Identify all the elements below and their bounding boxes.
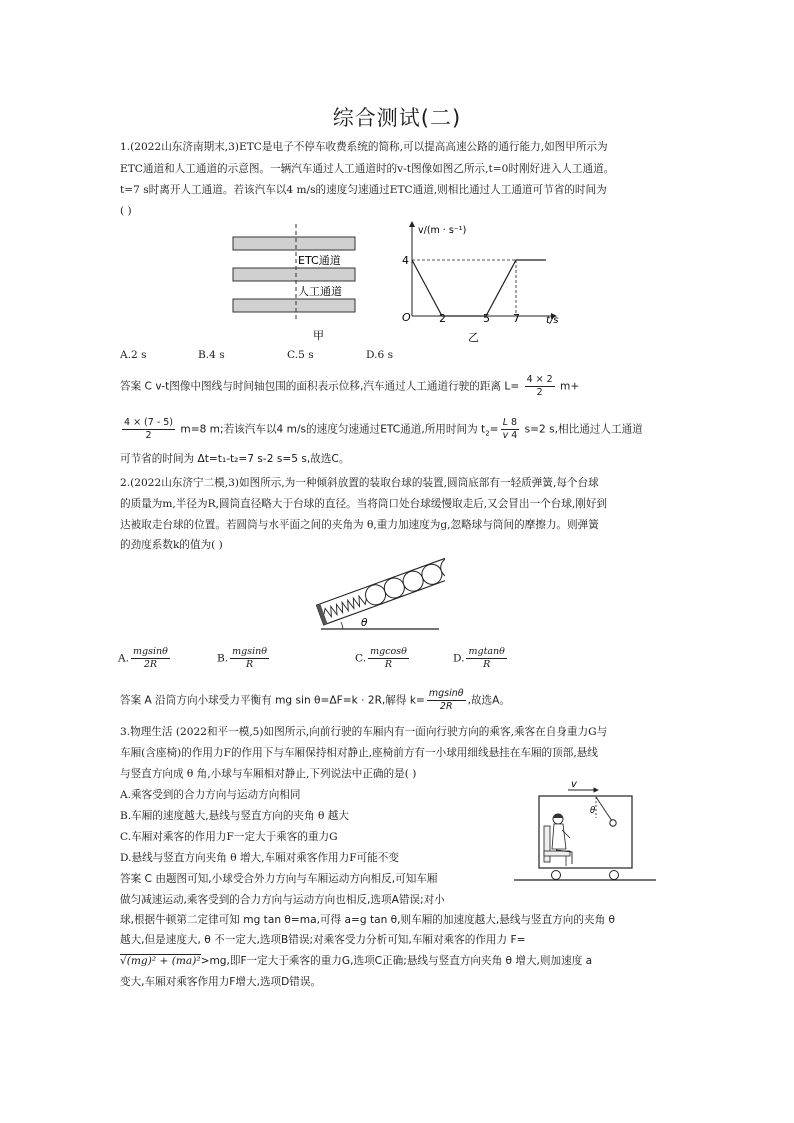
q1-answer-line-1 xyxy=(120,374,680,399)
q1-option-c: C.5 s xyxy=(287,349,314,361)
q2-line-2: 的质量为m,半径为R,圆筒直径略大于台球的直径。当将筒口处台球缓慢取走后,又会冒出一个台球,刚好到 xyxy=(120,498,608,510)
q1-fraction-2-num: 4 × (7 - 5) xyxy=(124,417,174,428)
q1-answer-text-c: m=8 m;若该汽车以4 m/s的速度匀速通过ETC通道,所用时间为 t xyxy=(177,423,486,436)
q1-fraction-3-den xyxy=(501,430,520,442)
q1-sub-2: 2 xyxy=(485,429,490,438)
q2-option-b-label: B. xyxy=(217,652,229,665)
q1-line-4: ( ) xyxy=(120,205,132,217)
q1-answer-line-2 xyxy=(120,417,680,444)
q1-line-3: t=7 s时离开人工通道。若该汽车以4 m/s的速度匀速通过ETC通道,则相比通过人工通道可节省的时间为 xyxy=(120,184,607,196)
q2-option-b-num: mgsinθ xyxy=(232,646,267,657)
q1-answer-text-d: s=2 s,相比通过人工通道 xyxy=(521,423,643,436)
q2-line-1: 2.(2022山东济宁二模,3)如图所示,为一种倾斜放置的装取台球的装置,圆筒底部有一轻质弹簧,每个台球 xyxy=(120,477,599,489)
x-tick-2: 2 xyxy=(439,312,446,325)
q3-option-b: B.车厢的速度越大,悬线与竖直方向的夹角 θ 越大 xyxy=(120,810,349,822)
q2-answer-text-b: ,故选A。 xyxy=(467,694,510,707)
q3-answer-line-1: 答案 C 由题图可知,小球受合外力方向与车厢运动方向相反,可知车厢 xyxy=(120,873,438,885)
q1-fraction-3-num-8: 8 xyxy=(511,417,518,428)
q1-fraction-3-den-v: v xyxy=(502,430,509,441)
q3-velocity-label: v xyxy=(571,779,577,790)
q3-line-1: 3.物理生活 (2022和平一模,5)如图所示,向前行驶的车厢内有一面向行驶方向的乘客,乘客在自身重力G与 xyxy=(120,726,608,738)
q2-option-c-label: C. xyxy=(355,652,367,665)
q2-option-d-label: D. xyxy=(453,652,465,665)
q1-fraction-3-den-4: 4 xyxy=(511,430,518,441)
figure-yi-vt-graph xyxy=(398,218,568,346)
q2-option-a-num: mgsinθ xyxy=(133,646,168,657)
q3-answer-line-5 xyxy=(120,951,680,972)
vt-curve xyxy=(412,260,546,316)
figure-ball-tube xyxy=(315,555,445,635)
y-tick-4: 4 xyxy=(402,254,409,267)
q2-option-c-num: mgcosθ xyxy=(370,646,407,657)
q2-answer-num: mgsinθ xyxy=(428,688,464,699)
q3-answer-line-2: 做匀减速运动,乘客受到的合力方向与运动方向也相反,选项A错误;对小 xyxy=(120,894,445,906)
q2-option-b-den: R xyxy=(246,659,254,670)
figure-yi-caption: 乙 xyxy=(468,331,479,344)
q3-angle-theta: θ xyxy=(590,806,596,816)
q1-fraction-3-num xyxy=(501,417,520,430)
q2-answer-text-a: 答案 A 沿筒方向小球受力平衡有 mg sin θ=ΔF=k · 2R,解得 k= xyxy=(120,694,425,707)
q3-option-c: C.车厢对乘客的作用力F一定大于乘客的重力G xyxy=(120,831,338,843)
q3-answer-line-3: 球,根据牛顿第二定律可知 mg tan θ=ma,可得 a=g tan θ,则车厢的加速度越大,悬线与竖直方向的夹角 θ xyxy=(120,914,616,926)
q2-option-d-den: R xyxy=(483,659,491,670)
q3-line-2: 车厢(含座椅)的作用力F的作用下与车厢保持相对静止,座椅前方有一小球用细线悬挂在车厢的顶部,悬线 xyxy=(120,747,598,759)
q2-angle-theta: θ xyxy=(361,617,368,629)
q2-option-d-num: mgtanθ xyxy=(468,646,505,657)
q2-answer-den: 2R xyxy=(439,701,453,712)
etc-lane-label: ETC通道 xyxy=(298,254,341,267)
q3-answer-line-5-text: >mg,即F一定大于乘客的重力G,选项C正确;悬线与竖直方向夹角 θ 增大,则加速度 a xyxy=(200,955,593,967)
q2-answer xyxy=(120,688,680,713)
q1-answer-line-3: 可节省的时间为 Δt=t₁-t₂=7 s-2 s=5 s,故选C。 xyxy=(120,453,350,465)
q2-line-4: 的劲度系数k的值为( ) xyxy=(120,539,223,551)
q2-line-3: 达被取走台球的位置。若圆筒与水平面之间的夹角为 θ,重力加速度为g,忽略球与筒间的摩擦力。则弹簧 xyxy=(120,519,599,531)
x-axis-label: t/s xyxy=(546,315,559,326)
q3-option-a: A.乘客受到的合力方向与运动方向相同 xyxy=(120,789,301,801)
q3-option-d: D.悬线与竖直方向夹角 θ 增大,车厢对乘客作用力F可能不变 xyxy=(120,852,399,864)
manual-lane-label: 人工通道 xyxy=(298,285,342,298)
x-tick-7: 7 xyxy=(513,312,520,325)
q1-answer-text-a: 答案 C v-t图像中图线与时间轴包围的面积表示位移,汽车通过人工通道行驶的距离 L= xyxy=(120,380,520,393)
q2-option-a-label: A. xyxy=(118,652,130,665)
y-axis-label: v/(m · s⁻¹) xyxy=(418,225,467,236)
q1-option-b: B.4 s xyxy=(198,349,225,361)
q1-answer-eq: = xyxy=(489,423,499,436)
q3-answer-line-6: 变大,车厢对乘客作用力F增大,选项D错误。 xyxy=(120,976,322,988)
page-title: 综合测试(二) xyxy=(332,106,462,130)
origin-label: O xyxy=(402,311,411,324)
q1-line-2: ETC通道和人工通道的示意图。一辆汽车通过人工通道时的v-t图像如图乙所示,t=0时刚好进入人工通道。 xyxy=(120,163,615,175)
q3-line-3: 与竖直方向成 θ 角,小球与车厢相对静止,下列说法中正确的是( ) xyxy=(120,768,417,780)
q3-answer-line-4: 越大,但是速度大, θ 不一定大,选项B错误;对乘客受力分析可知,车厢对乘客的作用力 F= xyxy=(120,934,526,946)
q1-fraction-1-den: 2 xyxy=(536,387,543,398)
q1-fraction-2 xyxy=(122,417,175,442)
q1-fraction-2-den: 2 xyxy=(145,430,152,441)
q2-option-d xyxy=(453,646,509,671)
q1-fraction-3-num-l: L xyxy=(502,417,509,428)
q1-option-a: A.2 s xyxy=(120,349,147,361)
figure-jia-caption: 甲 xyxy=(313,329,324,342)
q1-line-1: 1.(2022山东济南期末,3)ETC是电子不停车收费系统的简称,可以提高高速公路的通行能力,如图甲所示为 xyxy=(120,141,608,153)
figure-jia xyxy=(228,220,363,345)
q2-option-a-den: 2R xyxy=(143,659,158,670)
x-tick-5: 5 xyxy=(483,312,490,325)
q1-fraction-3 xyxy=(501,417,520,442)
q1-option-d: D.6 s xyxy=(366,349,394,361)
q1-fraction-1 xyxy=(525,374,555,399)
q1-answer-text-b: m+ xyxy=(560,380,580,393)
q1-fraction-1-num: 4 × 2 xyxy=(526,374,553,385)
q2-option-c xyxy=(355,646,411,671)
q2-option-c-den: R xyxy=(384,659,393,670)
q3-sqrt-expression: √(mg)² + (ma)² xyxy=(120,955,201,967)
q2-option-a xyxy=(118,646,172,671)
q2-option-b xyxy=(217,646,271,671)
